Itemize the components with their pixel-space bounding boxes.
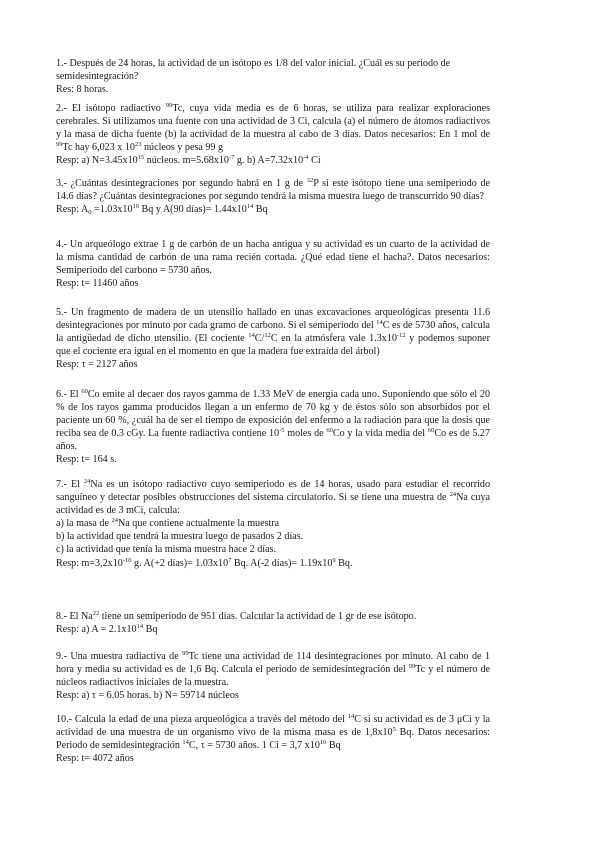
superscript: 60 [326,427,333,435]
problem-9-answer: Resp: a) τ = 6.05 horas. b) N= 59714 núcleos [56,690,239,702]
problem-9-text [56,650,490,689]
text-segment: 2.- El isótopo radiactivo [56,103,166,114]
superscript: -5 [279,427,285,435]
subscript: 0 [88,209,92,217]
superscript: 99 [56,141,63,149]
text-segment: Resp: A [56,204,89,216]
superscript: 12 [264,332,271,340]
text-segment: núcleos y pesa 99 g [141,142,224,154]
problem-6-answer: Resp: t= 164 s. [56,454,117,466]
problem-4 [56,238,490,290]
problem-8-text [56,610,490,623]
superscript: 99 [165,102,173,109]
text-segment: 6.- El [56,389,82,400]
problem-3-answer [56,203,490,216]
problem-7-text [56,478,490,517]
text-segment: =1.03x10 [91,204,133,216]
text-segment: Tc tiene una actividad de 114 desintegraciones por minuto. Al cabo de 1 hora y media su actividad es de 1,6 Bq. Calcula el periodo de semidesintegración del [56,651,490,676]
problem-7-item-c: c) la actividad que tenía la misma muestra hace 2 días. [56,544,277,556]
text-segment: Na es un isótopo radiactivo cuyo semiperiodo es de 14 horas, usado para estudiar el recorrido sanguíneo y detectar posibles obstrucciones del sistema circulatorio. Si se tiene una muestra de [56,479,490,504]
text-segment: C si su actividad es de 3 μCi y la actividad de una muestra de un organismo vivo de la misma masa es de 1,8x10 [56,714,490,739]
superscript: 22 [92,610,100,617]
problem-4-text: 4.- Un arqueólogo extrae 1 g de carbón de un hacha antigua y su actividad es un cuarto de la actividad de la misma cantidad de carbón de una rama recién cortada. ¿Qué edad tiene el hacha?. Datos necesarios: Semiperiodo del carbono = 5730 años. [56,239,490,277]
text-segment: Bq. A(-2 días)= 1.19x10 [231,557,333,569]
text-segment: 8.- El Na [56,611,93,622]
superscript: 16 [132,203,140,211]
text-segment: 9.- Una muestra radiactiva de [56,651,183,662]
superscript: 99 [408,663,416,671]
text-segment: P si este isótopo tiene una semiperiodo de 14.6 días? ¿Cuántas desintegraciones por segundo tendrá la misma muestra luego de transcurrido 90 días? [56,178,490,203]
text-segment: 3.- ¿Cuántas desintegraciones por segundo habrá en 1 g de [56,178,307,189]
text-segment: 10.- Calcula la edad de una pieza arqueológica a través del método del [56,714,348,725]
superscript: 24 [83,478,91,485]
text-segment: a) la masa de [56,518,112,530]
superscript: -7 [228,154,235,162]
superscript: 9 [332,556,336,564]
problem-2-text [56,102,490,154]
text-segment: C/ [254,333,265,345]
text-segment: Bq [253,204,268,216]
superscript: 14 [182,739,189,747]
problem-3 [56,177,490,216]
problem-1 [56,57,490,96]
text-segment: moles de [284,428,327,440]
problem-7-answer [56,557,490,570]
superscript: 24 [449,491,457,499]
text-segment: Tc, cuya vida media es de 6 horas, se utiliza para realizar exploraciones cerebrales. Si utilizamos una fuente con una actividad de 3 Ci, calcula (a) el número de átomos radiactivos y la masa de dicha fuente (b) la actividad de la muestra al cabo de 3 días. Datos necesarios: En 1 mol de [56,103,491,141]
problem-7-item-a [56,517,490,530]
superscript: 60 [81,388,88,395]
problem-10 [56,713,490,765]
superscript: 5 [392,726,396,734]
text-segment: Tc hay 6,023 x 10 [62,142,135,154]
superscript: -10 [122,556,132,564]
problem-8-answer [56,623,490,636]
text-segment: Bq y A(90 días)= 1.44x10 [139,204,247,216]
text-segment: Bq. [335,557,353,569]
problem-8 [56,610,490,636]
text-segment: C es de 5730 años, calcula la antigüedad de dicho utensilio. (El cociente [56,320,490,345]
superscript: -12 [396,332,406,340]
superscript: 14 [248,332,255,340]
text-segment: Co emite al decaer dos rayos gamma de 1.33 MeV de energía cada uno. Suponiendo que sólo el 20 % de los rayos gamma producidos llegan a un enfermo de 70 kg y de éstos sólo son absorbidos por el paciente un 60 %, ¿cuál ha de ser el tiempo de exposición del enfermo a la radiación para que la dosis que reciba sea de 0.3 cGy. La fuente radiactiva contiene 10 [56,389,490,440]
superscript: 14 [376,319,383,327]
text-segment: Na cuya actividad es de 3 mCi, calcula: [56,492,490,517]
problem-5-answer: Resp: τ = 2127 años [56,359,138,371]
text-segment: Tc y el número de núcleos radiactivos iniciales de la muestra. [56,664,490,689]
superscript: -4 [303,154,309,162]
problem-5 [56,306,490,371]
problem-6 [56,388,490,467]
superscript: 60 [427,427,435,435]
superscript: 14 [347,713,355,720]
text-segment: 7.- El [56,479,84,490]
problem-1-answer: Res: 8 horas. [56,84,109,96]
problem-3-text [56,177,490,203]
superscript: 14 [136,623,144,631]
superscript: 7 [228,556,232,564]
text-segment: C en la atmósfera vale 1.3x10 [270,333,397,345]
superscript: 15 [137,154,145,162]
problem-10-text [56,713,490,752]
text-segment: g. A(+2 días)= 1.03x10 [131,557,229,569]
text-segment: Co es de 5.27 años. [56,428,490,453]
text-segment: Resp: m=3,2x10 [56,557,123,569]
text-segment: Bq. Datos necesarios: Periodo de semidesintegración [56,727,490,752]
superscript: 10 [319,739,327,747]
problem-2 [56,102,490,167]
superscript: 23 [134,141,142,149]
problem-7 [56,478,490,570]
text-segment: Co y la vida media del [332,428,428,440]
problem-4-answer: Resp: t= 11460 años [56,278,139,290]
text-segment: g. b) A=7.32x10 [234,155,304,167]
text-segment: Na que contiene actualmente la muestra [118,518,280,530]
text-segment: Ci [308,155,321,167]
text-segment: Resp: a) A = 2.1x10 [56,624,137,636]
superscript: 32 [306,177,314,184]
text-segment: C, τ = 5730 años. 1 Ci = 3,7 x10 [188,740,320,752]
problem-5-text [56,306,490,358]
text-segment: Resp: a) N=3.45x10 [56,155,138,167]
text-segment: 5.- Un fragmento de madera de un utensilio hallado en unas excavaciones arqueológicas presenta 11.6 desintegraciones por minuto por cada gramo de carbono. Si el semiperiodo del [56,307,490,332]
text-segment: y podemos suponer que el cociente era igual en el momento en que la madera fue extraída del árbol) [56,333,490,358]
problem-1-text: 1.- Después de 24 horas, la actividad de un isótopo es 1/8 del valor inicial. ¿Cuál es su periodo de semidesintegración? [56,58,451,83]
problem-6-text [56,388,490,453]
problem-2-answer [56,154,490,167]
problem-9 [56,650,490,702]
superscript: 24 [111,517,118,525]
text-segment: Bq [143,624,158,636]
superscript: 99 [182,650,189,657]
problem-10-answer: Resp: t= 4072 años [56,753,134,765]
text-segment: Bq [326,740,341,752]
problem-7-item-b: b) la actividad que tendrá la muestra luego de pasados 2 días. [56,531,304,543]
text-segment: tiene un semiperiodo de 951 días. Calcular la actividad de 1 gr de ese isótopo. [99,611,417,622]
text-segment: núcleos. m=5.68x10 [144,155,229,167]
superscript: 14 [246,203,254,211]
